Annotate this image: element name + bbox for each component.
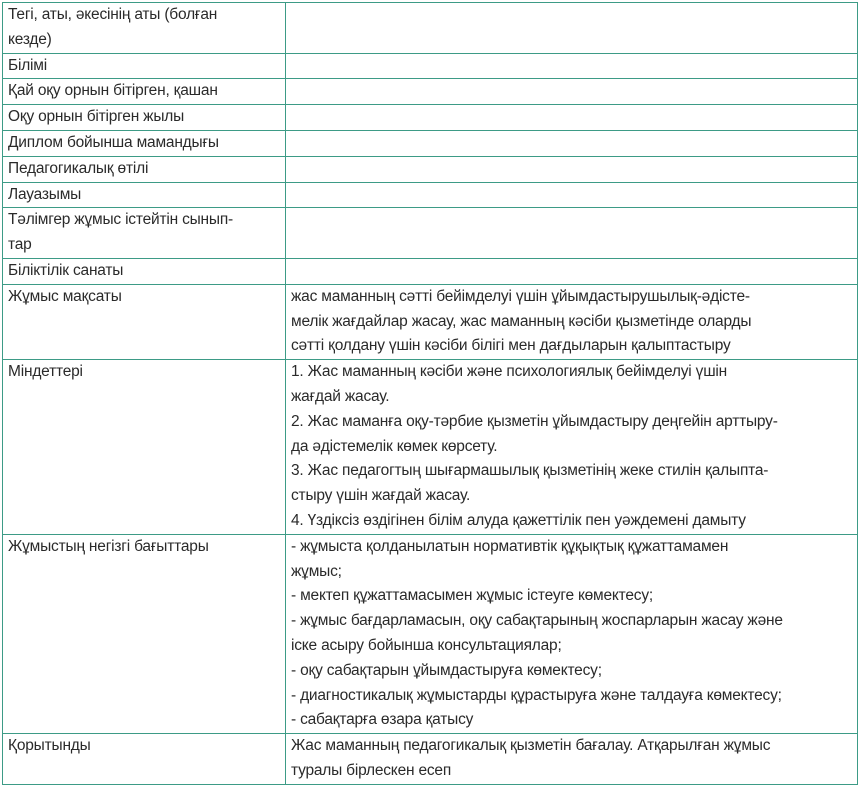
row-label: Диплом бойынша мамандығы (3, 130, 286, 156)
row-value: - жұмыста қолданылатын нормативтік құқықтық құжаттамамен жұмыс; - мектеп құжаттамасымен жұмыс істеуге көмектесу; - жұмыс бағдарламасын, оқу сабақтарының жоспарларын жасау және іске асыру бойынша консультациялар; - оқу сабақтарын ұйымдастыруға көмектесу; - диагностикалық жұмыстарды құрастыруға және талдауға көмектесу; - сабақтарға өзара қатысу (286, 534, 858, 733)
table-row (3, 208, 858, 259)
row-value (286, 3, 858, 54)
row-value (286, 258, 858, 284)
row-label: Педагогикалық өтілі (3, 156, 286, 182)
row-value (286, 53, 858, 79)
row-label: Қорытынды (3, 734, 286, 785)
row-value: Жас маманның педагогикалық қызметін бағалау. Атқарылған жұмыс туралы бірлескен есеп (286, 734, 858, 785)
row-value (286, 208, 858, 259)
row-value (286, 105, 858, 131)
row-label: Міндеттері (3, 360, 286, 535)
row-value (286, 79, 858, 105)
table-row (3, 182, 858, 208)
row-value (286, 130, 858, 156)
row-label: Тегі, аты, әкесінің аты (болған кезде) (3, 3, 286, 54)
row-label: Тәлімгер жұмыс істейтін сынып- тар (3, 208, 286, 259)
table-row (3, 734, 858, 785)
table-row (3, 53, 858, 79)
mentor-plan-table (2, 2, 858, 785)
row-label: Лауазымы (3, 182, 286, 208)
table-row (3, 3, 858, 54)
table-row (3, 258, 858, 284)
row-value (286, 182, 858, 208)
row-label: Оқу орнын бітірген жылы (3, 105, 286, 131)
table-row (3, 105, 858, 131)
row-value: жас маманның сәтті бейімделуі үшін ұйымдастырушылық-әдісте- мелік жағдайлар жасау, жас маманның кәсіби қызметінде оларды сәтті қолдану үшін кәсіби білігі мен дағдыларын қалыптастыру (286, 284, 858, 359)
table-row (3, 156, 858, 182)
table-row (3, 360, 858, 535)
table-row (3, 534, 858, 733)
table-row (3, 130, 858, 156)
row-label: Біліктілік санаты (3, 258, 286, 284)
row-label: Жұмыстың негізгі бағыттары (3, 534, 286, 733)
table-row (3, 284, 858, 359)
row-label: Білімі (3, 53, 286, 79)
row-value (286, 156, 858, 182)
row-label: Жұмыс мақсаты (3, 284, 286, 359)
table-row (3, 79, 858, 105)
row-value: 1. Жас маманның кәсіби және психологиялық бейімделуі үшін жағдай жасау. 2. Жас маманға оқу-тәрбие қызметін ұйымдастыру деңгейін арттыру- да әдістемелік көмек көрсету. 3. Жас педагогтың шығармашылық қызметінің жеке стилін қалыпта- стыру үшін жағдай жасау. 4. Үздіксіз өздігінен білім алуда қажеттілік пен уәждемені дамыту (286, 360, 858, 535)
row-label: Қай оқу орнын бітірген, қашан (3, 79, 286, 105)
